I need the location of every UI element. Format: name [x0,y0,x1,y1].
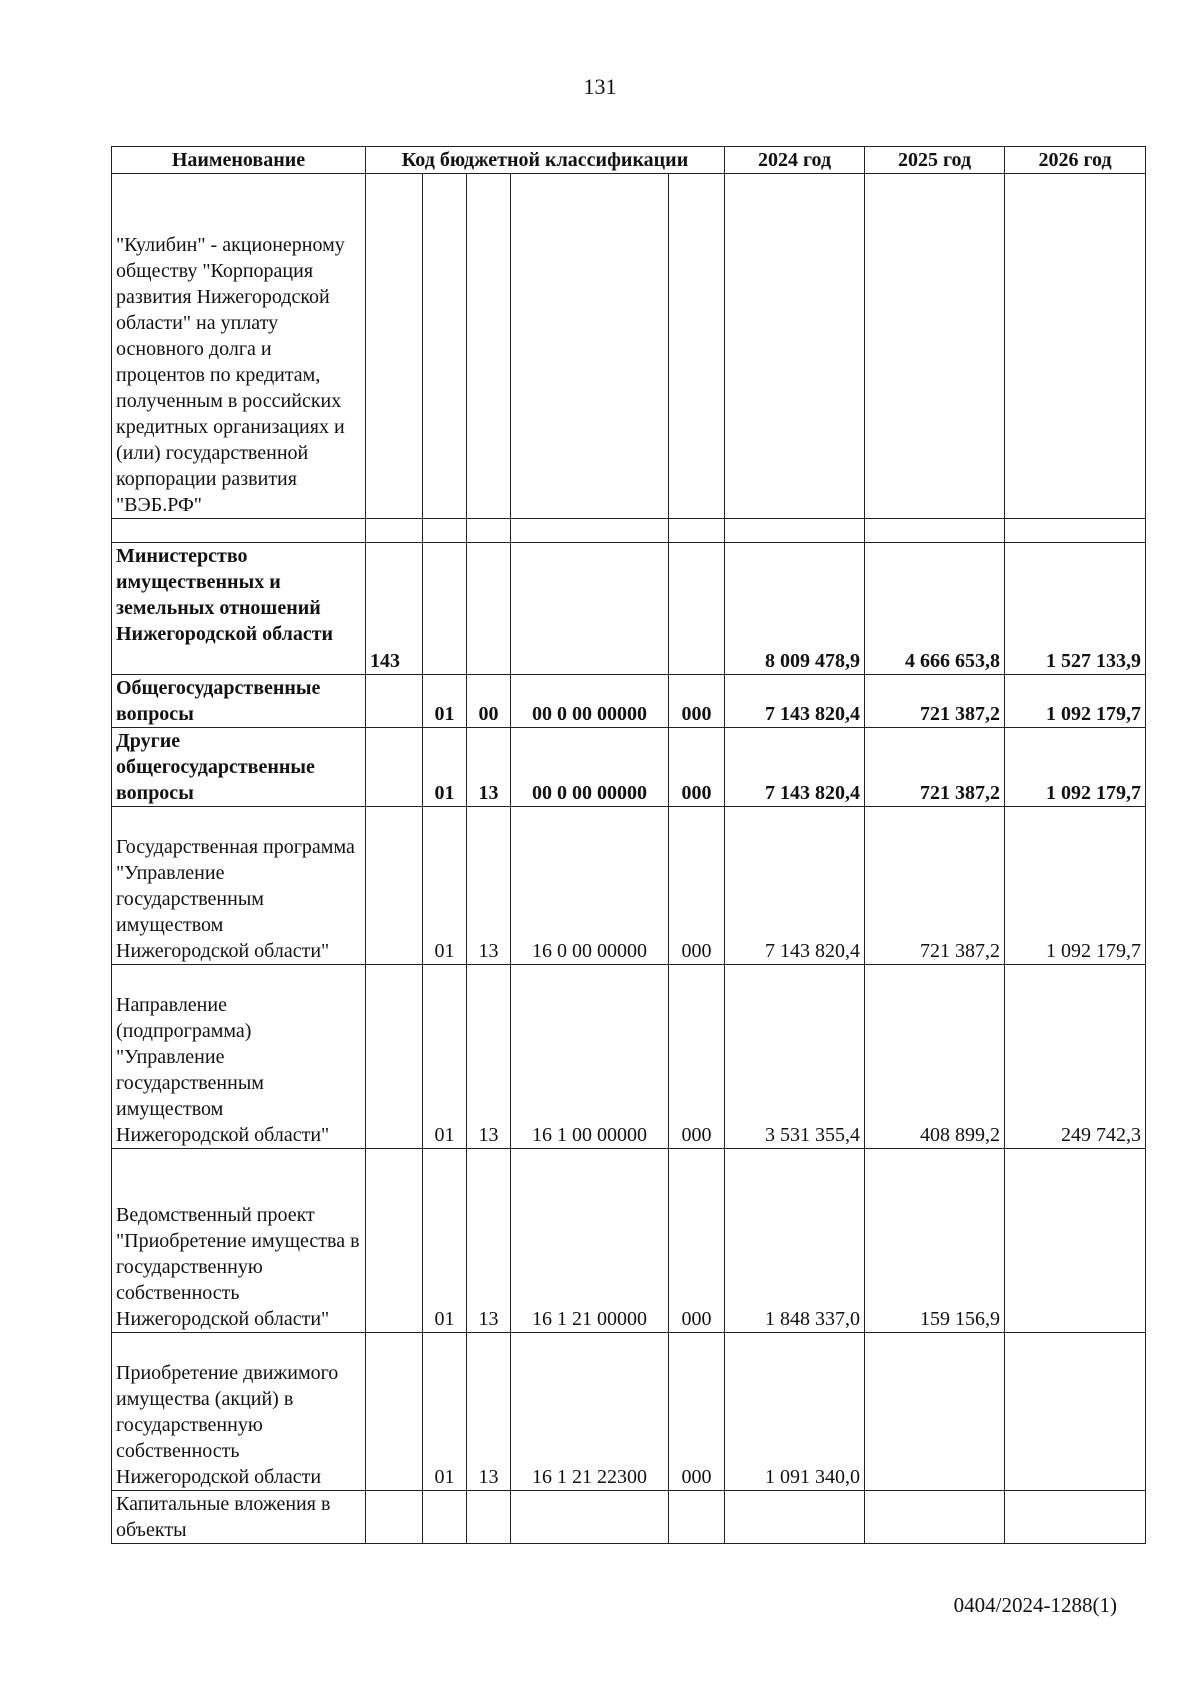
cell-ministry [366,519,423,543]
cell-article [511,543,669,675]
cell-subsection [467,1491,511,1544]
cell-2025 [865,1491,1005,1544]
table-row [112,1333,1146,1491]
budget-table [111,146,1146,1544]
header-2026: 2026 год [1005,147,1146,174]
cell-2024 [725,1491,865,1544]
cell-article: 00 0 00 00000 [511,728,669,807]
cell-section: 01 [423,675,467,728]
cell-2026: 1 092 179,7 [1005,675,1146,728]
row-name [112,519,366,543]
cell-article [511,1491,669,1544]
cell-2026 [1005,174,1146,519]
cell-ministry [366,675,423,728]
table-row [112,543,1146,675]
cell-ministry [366,1333,423,1491]
page-number: 131 [583,74,617,99]
cell-2026 [1005,519,1146,543]
cell-subsection: 13 [467,807,511,965]
cell-subsection: 13 [467,728,511,807]
cell-subsection: 13 [467,1333,511,1491]
row-name: Другие общегосударственные вопросы [112,728,366,807]
cell-section: 01 [423,728,467,807]
cell-2026: 249 742,3 [1005,965,1146,1149]
cell-2024 [725,519,865,543]
cell-subsection [467,174,511,519]
row-name: Министерство имущественных и земельных отношений Нижегородской области [112,543,366,675]
cell-section [423,1491,467,1544]
row-name: "Кулибин" - акционерному обществу "Корпорация развития Нижегородской области" на уплату основного долга и процентов по кредитам, полученным в российских кредитных организациях и (или) государственной корпорации развития "ВЭБ.РФ" [112,174,366,519]
row-name: Капитальные вложения в объекты [112,1491,366,1544]
table-row-empty [112,519,1146,543]
cell-2025 [865,519,1005,543]
cell-expense: 000 [669,807,725,965]
cell-ministry [366,1491,423,1544]
cell-ministry [366,728,423,807]
table-row [112,174,1146,519]
table-header-row [112,147,1146,174]
cell-2025 [865,1333,1005,1491]
cell-subsection [467,519,511,543]
cell-2025 [865,174,1005,519]
cell-subsection: 13 [467,1149,511,1333]
cell-2024: 7 143 820,4 [725,807,865,965]
cell-article: 00 0 00 00000 [511,675,669,728]
header-code: Код бюджетной классификации [366,147,725,174]
cell-2026 [1005,1333,1146,1491]
cell-2026: 1 092 179,7 [1005,728,1146,807]
cell-article: 16 1 21 22300 [511,1333,669,1491]
table-row [112,965,1146,1149]
cell-2026 [1005,1149,1146,1333]
cell-section [423,519,467,543]
cell-expense [669,519,725,543]
table-row [112,1491,1146,1544]
row-name: Общегосударственные вопросы [112,675,366,728]
table-row [112,1149,1146,1333]
cell-ministry [366,174,423,519]
cell-article: 16 0 00 00000 [511,807,669,965]
cell-expense [669,1491,725,1544]
cell-2025: 721 387,2 [865,675,1005,728]
cell-2024: 7 143 820,4 [725,675,865,728]
cell-expense [669,174,725,519]
table-row [112,728,1146,807]
cell-section: 01 [423,965,467,1149]
cell-2024 [725,174,865,519]
cell-expense: 000 [669,728,725,807]
header-name: Наименование [112,147,366,174]
header-2024: 2024 год [725,147,865,174]
cell-ministry [366,965,423,1149]
table-row [112,675,1146,728]
cell-2025: 721 387,2 [865,728,1005,807]
cell-article: 16 1 00 00000 [511,965,669,1149]
cell-ministry [366,807,423,965]
row-name: Направление (подпрограмма) "Управление государственным имуществом Нижегородской области" [112,965,366,1149]
cell-2025: 408 899,2 [865,965,1005,1149]
cell-expense: 000 [669,965,725,1149]
row-name: Приобретение движимого имущества (акций) в государственную собственность Нижегородской области [112,1333,366,1491]
cell-section: 01 [423,1149,467,1333]
cell-expense: 000 [669,1149,725,1333]
table-row [112,807,1146,965]
cell-subsection: 13 [467,965,511,1149]
cell-section [423,543,467,675]
cell-article: 16 1 21 00000 [511,1149,669,1333]
cell-2026: 1 527 133,9 [1005,543,1146,675]
cell-section [423,174,467,519]
cell-expense [669,543,725,675]
cell-2024: 1 091 340,0 [725,1333,865,1491]
cell-2025: 4 666 653,8 [865,543,1005,675]
cell-2025: 159 156,9 [865,1149,1005,1333]
cell-expense: 000 [669,675,725,728]
cell-subsection: 00 [467,675,511,728]
cell-2024: 8 009 478,9 [725,543,865,675]
cell-subsection [467,543,511,675]
cell-ministry: 143 [366,543,423,675]
cell-expense: 000 [669,1333,725,1491]
cell-2024: 7 143 820,4 [725,728,865,807]
cell-article [511,174,669,519]
cell-2026 [1005,1491,1146,1544]
cell-2024: 3 531 355,4 [725,965,865,1149]
row-name: Ведомственный проект "Приобретение имущества в государственную собственность Нижегородской области" [112,1149,366,1333]
cell-article [511,519,669,543]
document-code: 0404/2024-1288(1) [953,1593,1117,1617]
cell-section: 01 [423,807,467,965]
row-name: Государственная программа "Управление государственным имуществом Нижегородской области" [112,807,366,965]
header-2025: 2025 год [865,147,1005,174]
cell-section: 01 [423,1333,467,1491]
cell-ministry [366,1149,423,1333]
cell-2025: 721 387,2 [865,807,1005,965]
cell-2024: 1 848 337,0 [725,1149,865,1333]
cell-2026: 1 092 179,7 [1005,807,1146,965]
